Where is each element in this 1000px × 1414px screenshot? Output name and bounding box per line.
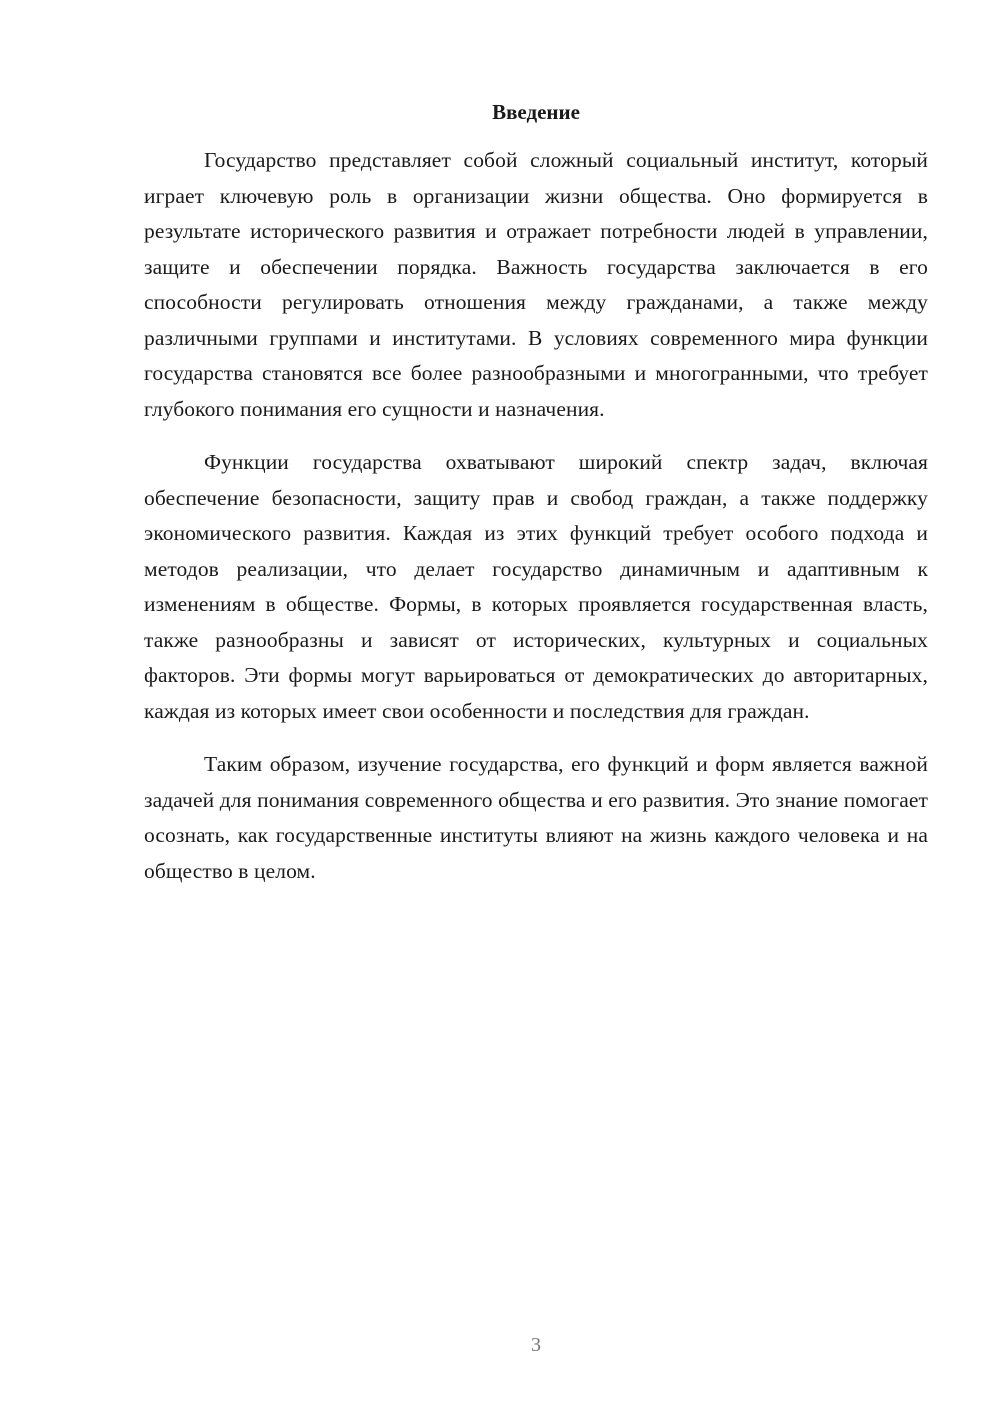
paragraph-2: Функции государства охватывают широкий спектр задач, включая обеспечение безопасности, защиту прав и свобод граждан, а также поддержку экономического развития. Каждая из этих функций требует особого подхода и методов реализации, что делает государство динамичным и адаптивным к изменениям в обществе. Формы, в которых проявляется государственная власть, также разнообразны и зависят от исторических, культурных и социальных факторов. Эти формы могут варьироваться от демократических до авторитарных, каждая из которых имеет свои особенности и последствия для граждан. <box>144 450 928 723</box>
body-text <box>144 143 928 907</box>
section-heading: Введение <box>492 100 580 124</box>
page-number: 3 <box>531 1334 541 1356</box>
paragraph-3: Таким образом, изучение государства, его функций и форм является важной задачей для понимания современного общества и его развития. Это знание помогает осознать, как государственные институты влияют на жизнь каждого человека и на общество в целом. <box>144 752 928 883</box>
paragraph-1: Государство представляет собой сложный социальный институт, который играет ключевую роль в организации жизни общества. Оно формируется в результате исторического развития и отражает потребности людей в управлении, защите и обеспечении порядка. Важность государства заключается в его способности регулировать отношения между гражданами, а также между различными группами и институтами. В условиях современного мира функции государства становятся все более разнообразными и многогранными, что требует глубокого понимания его сущности и назначения. <box>144 148 928 421</box>
